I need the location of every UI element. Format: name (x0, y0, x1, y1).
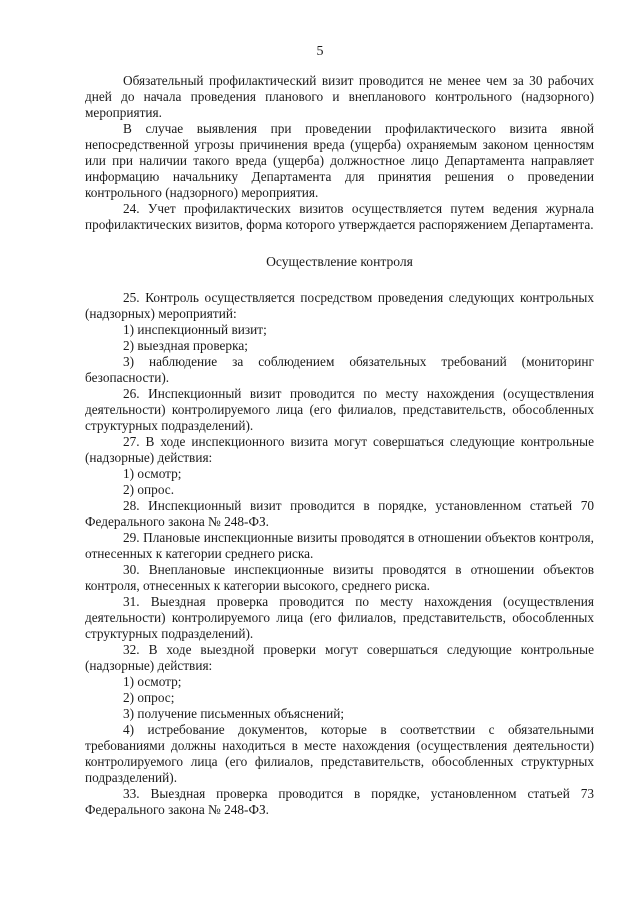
paragraph: 27. В ходе инспекционного визита могут совершаться следующие контрольные (надзорные) действия: (85, 434, 594, 465)
list-item: 3) получение письменных объяснений; (123, 706, 345, 721)
document-body (85, 73, 594, 818)
page-number: 5 (316, 44, 324, 59)
paragraph: 30. Внеплановые инспекционные визиты проводятся в отношении объектов контроля, отнесенных к категории высокого, среднего риска. (85, 562, 594, 593)
paragraph: 33. Выездная проверка проводится в порядке, установленном статьей 73 Федерального закона № 248-ФЗ. (85, 786, 594, 817)
list-item: 1) осмотр; (123, 466, 182, 481)
paragraph: 28. Инспекционный визит проводится в порядке, установленном статьей 70 Федерального закона № 248-ФЗ. (85, 498, 594, 529)
section-title: Осуществление контроля (266, 254, 413, 269)
list-item: 1) инспекционный визит; (123, 322, 267, 337)
paragraph: 31. Выездная проверка проводится по месту нахождения (осуществления деятельности) контролируемого лица (его филиалов, представительств, обособленных структурных подразделений). (85, 594, 594, 641)
paragraph: 32. В ходе выездной проверки могут совершаться следующие контрольные (надзорные) действия: (85, 642, 594, 673)
paragraph: 26. Инспекционный визит проводится по месту нахождения (осуществления деятельности) контролируемого лица (его филиалов, представительств, обособленных структурных подразделений). (85, 386, 594, 433)
paragraph: В случае выявления при проведении профилактического визита явной непосредственной угрозы причинения вреда (ущерба) охраняемым законом ценностям или при наличии такого вреда (ущерба) должностное лицо Департамента направляет информацию начальнику Департамента для принятия решения о проведении контрольного (надзорного) мероприятия. (85, 121, 594, 200)
list-item: 1) осмотр; (123, 674, 182, 689)
paragraph: Обязательный профилактический визит проводится не менее чем за 30 рабочих дней до начала проведения планового и внепланового контрольного (надзорного) мероприятия. (85, 73, 594, 120)
list-item: 2) опрос. (123, 482, 175, 497)
list-item: 3) наблюдение за соблюдением обязательных требований (мониторинг безопасности). (85, 354, 594, 385)
paragraph: 24. Учет профилактических визитов осуществляется путем ведения журнала профилактических визитов, форма которого утверждается распоряжением Департамента. (85, 201, 594, 232)
paragraph: 29. Плановые инспекционные визиты проводятся в отношении объектов контроля, отнесенных к категории среднего риска. (85, 530, 594, 561)
paragraph: 25. Контроль осуществляется посредством проведения следующих контрольных (надзорных) мероприятий: (85, 290, 594, 321)
list-item: 2) опрос; (123, 690, 175, 705)
list-item: 4) истребование документов, которые в соответствии с обязательными требованиями должны находиться в месте нахождения (осуществления деятельности) контролируемого лица (его филиалов, представительств, обособленных структурных подразделений). (85, 722, 594, 785)
list-item: 2) выездная проверка; (123, 338, 248, 353)
